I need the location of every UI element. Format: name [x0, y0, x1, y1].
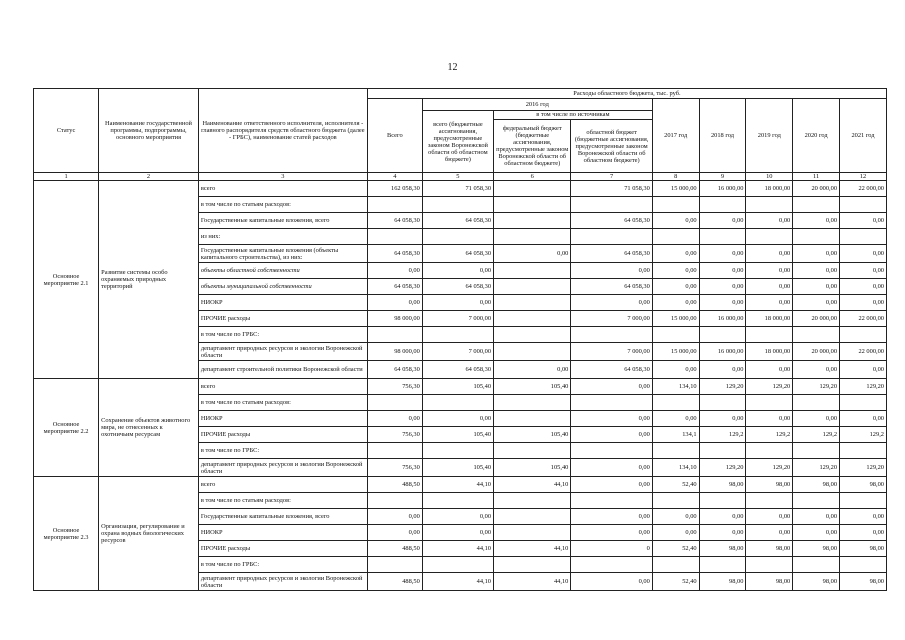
value-cell: 756,30 — [367, 379, 422, 395]
value-cell: 0 — [571, 541, 652, 557]
value-cell: 162 058,30 — [367, 181, 422, 197]
header-2019: 2019 год — [746, 99, 793, 173]
column-number: 3 — [198, 173, 367, 181]
value-cell — [494, 395, 571, 411]
value-cell: 0,00 — [840, 509, 887, 525]
value-cell: 105,40 — [494, 427, 571, 443]
value-cell: 98,00 — [699, 477, 746, 493]
value-cell: 0,00 — [793, 411, 840, 427]
value-cell — [571, 395, 652, 411]
row-label: Государственные капитальные вложения (объекты капитального строительства), из них: — [198, 245, 367, 263]
value-cell — [793, 229, 840, 245]
row-label: в том числе по ГРБС: — [198, 557, 367, 573]
column-number: 7 — [571, 173, 652, 181]
row-label: в том числе по статьям расходов: — [198, 197, 367, 213]
value-cell: 64 058,30 — [422, 213, 493, 229]
value-cell: 0,00 — [840, 245, 887, 263]
value-cell: 105,40 — [422, 427, 493, 443]
header-2021: 2021 год — [840, 99, 887, 173]
value-cell: 18 000,00 — [746, 343, 793, 361]
value-cell — [699, 493, 746, 509]
row-label: всего — [198, 379, 367, 395]
row-label: департамент строительной политики Воронежской области — [198, 361, 367, 379]
value-cell — [494, 411, 571, 427]
value-cell — [494, 311, 571, 327]
value-cell — [571, 327, 652, 343]
value-cell: 0,00 — [422, 263, 493, 279]
column-number: 1 — [34, 173, 99, 181]
value-cell: 0,00 — [422, 509, 493, 525]
value-cell: 0,00 — [367, 295, 422, 311]
row-status: Основное мероприятие 2.3 — [34, 477, 99, 591]
value-cell: 0,00 — [840, 295, 887, 311]
value-cell: 15 000,00 — [652, 343, 699, 361]
value-cell: 0,00 — [571, 295, 652, 311]
value-cell: 0,00 — [652, 279, 699, 295]
value-cell: 0,00 — [571, 477, 652, 493]
value-cell: 0,00 — [494, 361, 571, 379]
value-cell — [422, 327, 493, 343]
value-cell — [793, 327, 840, 343]
value-cell: 0,00 — [652, 411, 699, 427]
value-cell: 0,00 — [746, 213, 793, 229]
value-cell — [422, 443, 493, 459]
value-cell: 64 058,30 — [571, 213, 652, 229]
value-cell: 22 000,00 — [840, 343, 887, 361]
value-cell — [746, 443, 793, 459]
value-cell: 98,00 — [840, 573, 887, 591]
value-cell: 98,00 — [746, 573, 793, 591]
value-cell: 129,2 — [699, 427, 746, 443]
value-cell: 64 058,30 — [367, 361, 422, 379]
value-cell — [367, 327, 422, 343]
value-cell: 71 058,30 — [422, 181, 493, 197]
column-number: 5 — [422, 173, 493, 181]
header-regional: областной бюджет (бюджетные ассигнования, предусмотренные законом Воронежской области об областном бюджете) — [574, 128, 649, 164]
value-cell: 0,00 — [367, 411, 422, 427]
value-cell — [494, 197, 571, 213]
value-cell — [652, 443, 699, 459]
value-cell — [494, 213, 571, 229]
value-cell: 0,00 — [699, 509, 746, 525]
row-label: ПРОЧИЕ расходы — [198, 427, 367, 443]
value-cell: 98,00 — [840, 477, 887, 493]
value-cell — [367, 197, 422, 213]
value-cell: 488,50 — [367, 541, 422, 557]
header-status: Статус — [34, 89, 99, 173]
value-cell: 129,20 — [699, 459, 746, 477]
value-cell: 44,10 — [422, 477, 493, 493]
value-cell: 16 000,00 — [699, 343, 746, 361]
value-cell — [652, 557, 699, 573]
page-number: 12 — [447, 62, 458, 73]
value-cell: 0,00 — [793, 361, 840, 379]
value-cell: 0,00 — [571, 411, 652, 427]
value-cell — [494, 181, 571, 197]
row-label: всего — [198, 477, 367, 493]
value-cell: 0,00 — [746, 361, 793, 379]
value-cell: 98,00 — [699, 541, 746, 557]
value-cell — [652, 327, 699, 343]
value-cell — [840, 395, 887, 411]
value-cell: 0,00 — [840, 263, 887, 279]
value-cell: 98,00 — [746, 477, 793, 493]
value-cell — [494, 229, 571, 245]
value-cell: 129,20 — [840, 379, 887, 395]
value-cell — [699, 327, 746, 343]
value-cell — [699, 557, 746, 573]
row-status: Основное мероприятие 2.1 — [34, 181, 99, 379]
row-label: НИОКР — [198, 295, 367, 311]
value-cell: 0,00 — [367, 509, 422, 525]
value-cell: 0,00 — [494, 245, 571, 263]
value-cell: 129,20 — [746, 379, 793, 395]
value-cell — [699, 395, 746, 411]
value-cell: 134,10 — [652, 379, 699, 395]
value-cell: 98,00 — [793, 541, 840, 557]
value-cell — [422, 395, 493, 411]
header-federal: федеральный бюджет (бюджетные ассигнования, предусмотренные законом Воронежской области об областном бюджете) — [494, 120, 571, 172]
value-cell — [367, 443, 422, 459]
value-cell — [367, 395, 422, 411]
value-cell: 0,00 — [699, 361, 746, 379]
value-cell: 0,00 — [571, 263, 652, 279]
value-cell: 22 000,00 — [840, 181, 887, 197]
value-cell: 0,00 — [793, 213, 840, 229]
value-cell: 0,00 — [793, 263, 840, 279]
value-cell — [746, 197, 793, 213]
value-cell: 0,00 — [652, 263, 699, 279]
value-cell: 18 000,00 — [746, 311, 793, 327]
value-cell: 64 058,30 — [422, 279, 493, 295]
value-cell: 129,2 — [840, 427, 887, 443]
value-cell — [746, 493, 793, 509]
value-cell — [746, 557, 793, 573]
value-cell: 0,00 — [699, 245, 746, 263]
row-program-name: Развитие системы особо охраняемых природных территорий — [99, 181, 199, 379]
value-cell — [571, 197, 652, 213]
value-cell — [793, 493, 840, 509]
value-cell: 0,00 — [746, 411, 793, 427]
value-cell: 756,30 — [367, 459, 422, 477]
value-cell — [494, 295, 571, 311]
value-cell: 488,50 — [367, 573, 422, 591]
header-including: в том числе по источникам — [494, 111, 652, 120]
value-cell: 129,20 — [793, 459, 840, 477]
row-label: из них: — [198, 229, 367, 245]
value-cell: 129,20 — [840, 459, 887, 477]
value-cell: 0,00 — [746, 525, 793, 541]
row-label: ПРОЧИЕ расходы — [198, 541, 367, 557]
value-cell: 105,40 — [422, 379, 493, 395]
column-number: 11 — [793, 173, 840, 181]
value-cell — [840, 229, 887, 245]
value-cell — [494, 509, 571, 525]
value-cell — [422, 493, 493, 509]
value-cell: 16 000,00 — [699, 181, 746, 197]
row-label: в том числе по ГРБС: — [198, 443, 367, 459]
row-label: в том числе по ГРБС: — [198, 327, 367, 343]
column-number: 9 — [699, 173, 746, 181]
value-cell: 0,00 — [571, 459, 652, 477]
row-label: ПРОЧИЕ расходы — [198, 311, 367, 327]
value-cell — [367, 229, 422, 245]
row-label: объекты областной собственности — [198, 263, 367, 279]
value-cell: 98 000,00 — [367, 311, 422, 327]
row-label: в том числе по статьям расходов: — [198, 493, 367, 509]
value-cell: 129,20 — [699, 379, 746, 395]
value-cell: 0,00 — [571, 509, 652, 525]
value-cell: 15 000,00 — [652, 311, 699, 327]
value-cell — [494, 493, 571, 509]
value-cell: 0,00 — [840, 525, 887, 541]
value-cell: 44,10 — [422, 573, 493, 591]
row-label: департамент природных ресурсов и экологии Воронежской области — [198, 573, 367, 591]
value-cell: 20 000,00 — [793, 343, 840, 361]
value-cell — [840, 443, 887, 459]
value-cell — [652, 229, 699, 245]
value-cell: 98 000,00 — [367, 343, 422, 361]
value-cell: 0,00 — [571, 379, 652, 395]
header-expenses-title: Расходы областного бюджета, тыс. руб. — [367, 89, 886, 99]
value-cell: 22 000,00 — [840, 311, 887, 327]
value-cell: 71 058,30 — [571, 181, 652, 197]
value-cell: 52,40 — [652, 477, 699, 493]
value-cell: 64 058,30 — [571, 245, 652, 263]
value-cell: 16 000,00 — [699, 311, 746, 327]
value-cell: 64 058,30 — [367, 245, 422, 263]
value-cell: 0,00 — [571, 573, 652, 591]
row-label: НИОКР — [198, 411, 367, 427]
column-number: 6 — [494, 173, 571, 181]
value-cell: 0,00 — [422, 525, 493, 541]
value-cell: 0,00 — [840, 411, 887, 427]
value-cell — [652, 493, 699, 509]
value-cell: 64 058,30 — [422, 245, 493, 263]
value-cell: 44,10 — [494, 477, 571, 493]
value-cell — [422, 229, 493, 245]
row-label: Государственные капитальные вложения, всего — [198, 509, 367, 525]
value-cell: 0,00 — [699, 295, 746, 311]
value-cell — [571, 557, 652, 573]
value-cell: 0,00 — [793, 295, 840, 311]
value-cell: 7 000,00 — [571, 343, 652, 361]
value-cell: 0,00 — [746, 279, 793, 295]
value-cell — [367, 557, 422, 573]
value-cell — [422, 197, 493, 213]
value-cell: 0,00 — [699, 213, 746, 229]
value-cell: 0,00 — [571, 427, 652, 443]
value-cell — [699, 443, 746, 459]
value-cell — [494, 557, 571, 573]
value-cell — [840, 197, 887, 213]
value-cell — [422, 557, 493, 573]
value-cell: 0,00 — [652, 361, 699, 379]
value-cell: 105,40 — [494, 459, 571, 477]
value-cell: 129,20 — [793, 379, 840, 395]
value-cell: 0,00 — [840, 213, 887, 229]
value-cell: 98,00 — [699, 573, 746, 591]
value-cell — [840, 493, 887, 509]
value-cell: 7 000,00 — [571, 311, 652, 327]
value-cell: 0,00 — [793, 245, 840, 263]
value-cell: 129,2 — [793, 427, 840, 443]
column-number: 8 — [652, 173, 699, 181]
value-cell: 129,20 — [746, 459, 793, 477]
header-2018: 2018 год — [699, 99, 746, 173]
header-sources — [494, 111, 653, 173]
value-cell: 488,50 — [367, 477, 422, 493]
budget-table — [33, 88, 887, 591]
value-cell — [793, 197, 840, 213]
value-cell — [367, 493, 422, 509]
value-cell — [793, 395, 840, 411]
value-cell: 0,00 — [840, 361, 887, 379]
value-cell: 7 000,00 — [422, 311, 493, 327]
row-label: Государственные капитальные вложения, всего — [198, 213, 367, 229]
value-cell: 0,00 — [746, 245, 793, 263]
value-cell: 0,00 — [422, 411, 493, 427]
value-cell: 0,00 — [652, 509, 699, 525]
value-cell — [494, 263, 571, 279]
row-status: Основное мероприятие 2.2 — [34, 379, 99, 477]
value-cell: 0,00 — [699, 525, 746, 541]
value-cell: 0,00 — [746, 295, 793, 311]
value-cell: 0,00 — [793, 525, 840, 541]
header-program-name: Наименование государственной программы, подпрограммы, основного мероприятия — [99, 89, 199, 173]
value-cell — [840, 327, 887, 343]
value-cell: 20 000,00 — [793, 181, 840, 197]
value-cell: 134,10 — [652, 459, 699, 477]
header-total: Всего — [367, 99, 422, 173]
value-cell — [746, 327, 793, 343]
value-cell — [494, 343, 571, 361]
row-label: НИОКР — [198, 525, 367, 541]
value-cell: 0,00 — [367, 263, 422, 279]
header-2017: 2017 год — [652, 99, 699, 173]
value-cell: 134,1 — [652, 427, 699, 443]
column-numbers-row — [34, 173, 887, 181]
value-cell — [793, 557, 840, 573]
value-cell — [746, 395, 793, 411]
header-2016-total: всего (бюджетные ассигнования, предусмотренные законом Воронежской области об областном бюджете) — [422, 111, 493, 173]
header-executor-name: Наименование ответственного исполнителя, исполнителя - главного распорядителя средств областного бюджета (далее - ГРБС), наименование статей расходов — [198, 89, 367, 173]
header-2020: 2020 год — [793, 99, 840, 173]
table-row — [34, 477, 887, 493]
value-cell — [494, 525, 571, 541]
value-cell: 0,00 — [367, 525, 422, 541]
value-cell — [699, 229, 746, 245]
value-cell: 98,00 — [840, 541, 887, 557]
row-label: объекты муниципальной собственности — [198, 279, 367, 295]
value-cell: 44,10 — [494, 541, 571, 557]
value-cell: 0,00 — [699, 263, 746, 279]
column-number: 2 — [99, 173, 199, 181]
value-cell: 0,00 — [840, 279, 887, 295]
value-cell: 0,00 — [746, 263, 793, 279]
row-label: всего — [198, 181, 367, 197]
value-cell — [652, 395, 699, 411]
value-cell: 0,00 — [571, 525, 652, 541]
value-cell — [494, 279, 571, 295]
column-number: 4 — [367, 173, 422, 181]
value-cell: 105,40 — [494, 379, 571, 395]
value-cell — [571, 443, 652, 459]
value-cell: 98,00 — [746, 541, 793, 557]
value-cell: 0,00 — [699, 411, 746, 427]
value-cell — [793, 443, 840, 459]
value-cell: 7 000,00 — [422, 343, 493, 361]
value-cell — [746, 229, 793, 245]
value-cell: 64 058,30 — [422, 361, 493, 379]
value-cell: 0,00 — [746, 509, 793, 525]
value-cell: 52,40 — [652, 573, 699, 591]
value-cell: 0,00 — [652, 245, 699, 263]
value-cell — [652, 197, 699, 213]
value-cell: 0,00 — [652, 213, 699, 229]
value-cell: 52,40 — [652, 541, 699, 557]
value-cell: 0,00 — [699, 279, 746, 295]
row-program-name: Организация, регулирование и охрана водных биологических ресурсов — [99, 477, 199, 591]
value-cell: 44,10 — [422, 541, 493, 557]
value-cell: 98,00 — [793, 573, 840, 591]
table-row — [34, 379, 887, 395]
value-cell: 0,00 — [793, 279, 840, 295]
value-cell: 0,00 — [652, 295, 699, 311]
value-cell: 20 000,00 — [793, 311, 840, 327]
table-row — [34, 181, 887, 197]
value-cell: 18 000,00 — [746, 181, 793, 197]
header-year-2016: 2016 год — [422, 99, 652, 111]
row-label: департамент природных ресурсов и экологии Воронежской области — [198, 343, 367, 361]
value-cell: 64 058,30 — [367, 213, 422, 229]
value-cell — [571, 229, 652, 245]
value-cell: 105,40 — [422, 459, 493, 477]
row-label: департамент природных ресурсов и экологии Воронежской области — [198, 459, 367, 477]
value-cell: 98,00 — [793, 477, 840, 493]
value-cell: 64 058,30 — [571, 361, 652, 379]
row-program-name: Сохранение объектов животного мира, не отнесенных к охотничьим ресурсам — [99, 379, 199, 477]
value-cell — [699, 197, 746, 213]
value-cell — [494, 443, 571, 459]
column-number: 10 — [746, 173, 793, 181]
value-cell: 0,00 — [793, 509, 840, 525]
value-cell: 0,00 — [652, 525, 699, 541]
value-cell: 15 000,00 — [652, 181, 699, 197]
value-cell: 44,10 — [494, 573, 571, 591]
value-cell: 64 058,30 — [571, 279, 652, 295]
value-cell: 756,30 — [367, 427, 422, 443]
value-cell: 129,2 — [746, 427, 793, 443]
value-cell: 0,00 — [422, 295, 493, 311]
row-label: в том числе по статьям расходов: — [198, 395, 367, 411]
value-cell — [571, 493, 652, 509]
value-cell — [840, 557, 887, 573]
value-cell: 64 058,30 — [367, 279, 422, 295]
value-cell — [494, 327, 571, 343]
column-number: 12 — [840, 173, 887, 181]
